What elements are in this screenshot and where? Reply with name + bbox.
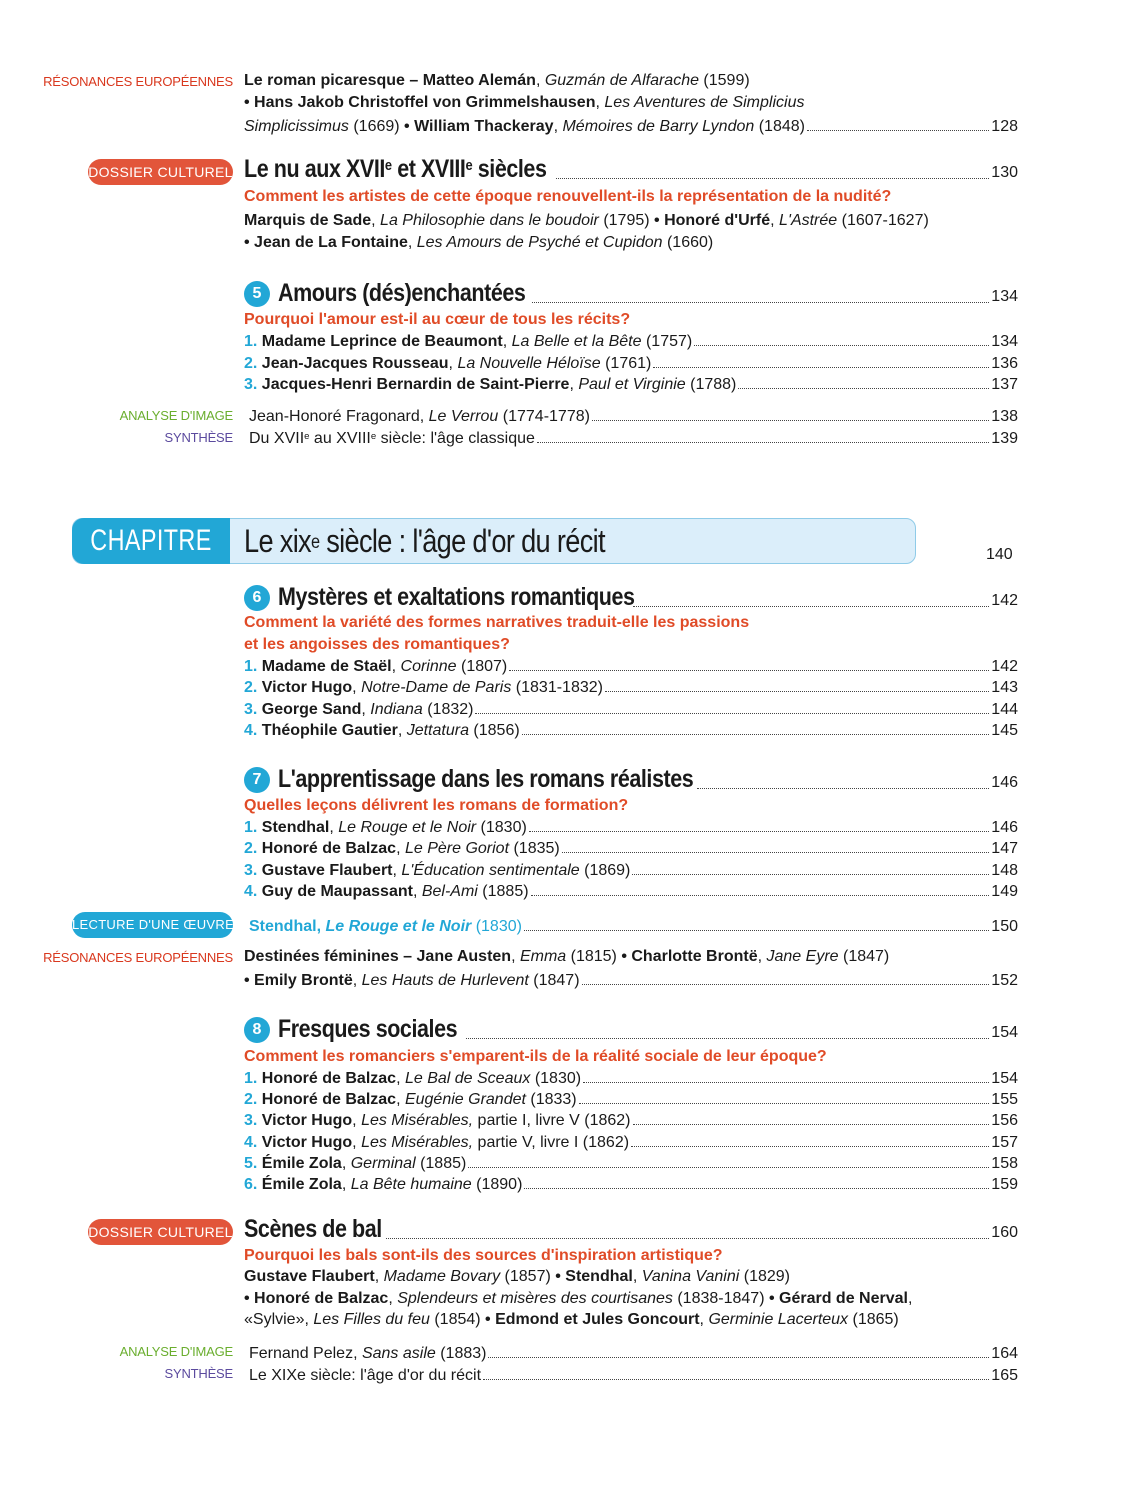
dossier-line-1: Gustave Flaubert, Madame Bovary (1857) • Stendhal, Vanina Vanini (1829): [244, 1268, 790, 1285]
section-label-analyse-image: ANALYSE D'IMAGE: [119, 408, 233, 423]
item-year: partie V, livre I (1862): [473, 1133, 630, 1151]
page-number: 155: [991, 1091, 1018, 1109]
item-work: Le Bal de Sceaux: [404, 1070, 531, 1087]
item-author: Honoré de Balzac: [261, 840, 397, 858]
item-number: 2.: [244, 1091, 258, 1109]
toc-item[interactable]: 2. Honoré de Balzac, Le Père Goriot (1835) 147: [244, 840, 1018, 858]
page-number: 152: [991, 972, 1018, 989]
chapter-title[interactable]: Le xix$^e$ siècle : l'âge d'or du récit: [244, 523, 605, 559]
item-number: 3.: [244, 376, 258, 393]
dot-leader: [633, 605, 990, 607]
resonances-line-2: • Hans Jakob Christoffel von Grimmelshausen, Les Aventures de Simplicius: [244, 94, 805, 111]
page-number: 146: [991, 774, 1018, 791]
item-year: (1869): [579, 861, 631, 879]
toc-item[interactable]: 6. Émile Zola, La Bête humaine (1890) 159: [244, 1176, 1018, 1193]
dot-leader: [556, 177, 990, 179]
item-number: 2.: [244, 354, 258, 372]
dot-leader: [582, 983, 990, 985]
toc-entry[interactable]: Jean-Honoré Fragonard, Le Verrou (1774-1778) 138: [249, 408, 1018, 425]
item-work: Indiana: [370, 700, 423, 718]
dot-leader: [531, 894, 990, 896]
item-number: 1.: [244, 1070, 258, 1087]
dot-leader: [697, 787, 989, 789]
page-number: 128: [991, 118, 1018, 135]
page-number: 149: [991, 882, 1018, 900]
dot-leader: [537, 441, 989, 443]
item-number: 3.: [244, 1112, 258, 1130]
item-work: L'Éducation sentimentale: [401, 861, 580, 879]
item-work: Germinal: [350, 1154, 416, 1172]
item-author: Théophile Gautier: [261, 721, 398, 739]
toc-item[interactable]: 3. Gustave Flaubert, L'Éducation sentimentale (1869) 148: [244, 861, 1018, 879]
page-number: 142: [991, 658, 1018, 675]
page-number: 157: [991, 1133, 1018, 1151]
page-number: 136: [991, 354, 1018, 372]
item-author: Victor Hugo: [261, 1133, 353, 1151]
resonances-line-1: Le roman picaresque – Matteo Alemán, Guzmán de Alfarache (1599): [244, 72, 750, 89]
dot-leader: [632, 873, 989, 875]
dot-leader: [468, 1166, 989, 1168]
resonances-line-1: Destinées féminines – Jane Austen, Emma (1815) • Charlotte Brontë, Jane Eyre (1847): [244, 948, 890, 965]
item-work: La Bête humaine: [350, 1176, 472, 1193]
chapter-page-number: 140: [986, 546, 1013, 563]
section-label-synthese: SYNTHÈSE: [164, 430, 233, 445]
page-number: 143: [991, 679, 1018, 697]
item-work: Eugénie Grandet: [404, 1091, 526, 1109]
section-number-badge: 6: [244, 585, 270, 611]
page-number: 144: [991, 700, 1018, 718]
item-year: (1830): [530, 1070, 582, 1087]
page-number: 165: [991, 1367, 1018, 1384]
item-author: Émile Zola: [261, 1154, 342, 1172]
toc-item[interactable]: 1. Honoré de Balzac, Le Bal de Sceaux (1830) 154: [244, 1070, 1018, 1087]
section-question: Comment les artistes de cette époque renouvellent-ils la représentation de la nudité?: [244, 188, 892, 205]
dot-leader: [524, 929, 989, 931]
toc-item[interactable]: 1. Stendhal, Le Rouge et le Noir (1830) 146: [244, 819, 1018, 836]
toc-item[interactable]: 2. Honoré de Balzac, Eugénie Grandet (1833) 155: [244, 1091, 1018, 1109]
item-year: (1856): [468, 721, 520, 739]
item-number: 1.: [244, 658, 258, 675]
section-pill-dossier-culturel: DOSSIER CULTUREL: [88, 1219, 233, 1245]
item-work: Corinne: [400, 658, 457, 675]
item-year: (1832): [422, 700, 474, 718]
item-author: Jean-Jacques Rousseau: [261, 354, 449, 372]
toc-entry[interactable]: Fernand Pelez, Sans asile (1883) 164: [249, 1345, 1018, 1362]
item-year: (1885): [477, 882, 529, 900]
dossier-line-2: • Jean de La Fontaine, Les Amours de Psyché et Cupidon (1660): [244, 234, 714, 251]
item-author: Guy de Maupassant: [261, 882, 413, 900]
dossier-line-2: • Honoré de Balzac, Splendeurs et misères des courtisanes (1838-1847) • Gérard de Nerval,: [244, 1290, 913, 1307]
dot-leader: [488, 1356, 989, 1358]
section-pill-dossier-culturel: DOSSIER CULTUREL: [88, 159, 233, 185]
dot-leader: [475, 712, 989, 714]
toc-entry[interactable]: Du XVIIe au XVIIIe siècle: l'âge classique 139: [249, 430, 1018, 447]
dot-leader: [807, 129, 989, 131]
item-number: 1.: [244, 819, 258, 836]
item-author: Madame de Staël: [261, 658, 392, 675]
item-year: (1890): [471, 1176, 523, 1193]
section-label-resonances: RÉSONANCES EUROPÉENNES: [43, 950, 233, 965]
item-year: (1835): [509, 840, 560, 858]
item-year: (1788): [685, 376, 737, 393]
toc-item[interactable]: 1. Madame Leprince de Beaumont, La Belle et la Bête (1757) 134: [244, 333, 1018, 350]
section-heading-7[interactable]: 7 L'apprentissage dans les romans réalistes 146: [244, 764, 1018, 794]
section-heading-nu[interactable]: Le nu aux XVIIe et XVIIIe siècles 130: [244, 155, 1018, 183]
chapter-tag: CHAPITRE 3: [72, 518, 230, 564]
section-pill-lecture: LECTURE D'UNE ŒUVRE: [72, 912, 233, 938]
section-heading-6[interactable]: 6 Mystères et exaltations romantiques 142: [244, 582, 1018, 612]
section-heading-8[interactable]: 8 Fresques sociales 154: [244, 1014, 1018, 1044]
item-work: Bel-Ami: [421, 882, 478, 900]
item-year: (1830): [476, 819, 527, 836]
item-number: 1.: [244, 333, 258, 350]
dot-leader: [592, 419, 989, 421]
dot-leader: [386, 1237, 989, 1239]
item-year: (1831-1832): [511, 679, 603, 697]
dot-leader: [583, 1081, 989, 1083]
toc-item[interactable]: 4. Victor Hugo, Les Misérables, partie V, livre I (1862) 157: [244, 1133, 1018, 1151]
toc-item[interactable]: 5. Émile Zola, Germinal (1885) 158: [244, 1154, 1018, 1172]
page-number: 164: [991, 1345, 1018, 1362]
item-work: Les Misérables,: [361, 1133, 474, 1151]
item-number: 2.: [244, 679, 258, 697]
dot-leader: [529, 830, 989, 832]
dot-leader: [524, 1187, 989, 1189]
item-author: Jacques-Henri Bernardin de Saint-Pierre: [261, 376, 570, 393]
section-label-synthese: SYNTHÈSE: [164, 1366, 233, 1381]
item-author: George Sand: [261, 700, 362, 718]
toc-entry[interactable]: • Emily Brontë, Les Hauts de Hurlevent (1847) 152: [244, 972, 1018, 989]
item-year: (1761): [600, 354, 652, 372]
item-number: 3.: [244, 700, 258, 718]
section-heading-scenes-bal[interactable]: Scènes de bal 160: [244, 1215, 1018, 1243]
item-work: La Belle et la Bête: [511, 333, 642, 350]
page-number: 134: [991, 333, 1018, 350]
toc-item[interactable]: 2. Jean-Jacques Rousseau, La Nouvelle Héloïse (1761) 136: [244, 354, 1018, 372]
item-author: Émile Zola: [261, 1176, 342, 1193]
item-author: Honoré de Balzac: [261, 1070, 397, 1087]
dot-leader: [694, 344, 989, 346]
item-year: (1833): [525, 1091, 577, 1109]
dot-leader: [509, 669, 989, 671]
dot-leader: [466, 1037, 989, 1039]
dot-leader: [605, 690, 989, 692]
page-number: 146: [991, 819, 1018, 836]
toc-entry[interactable]: Le XIXe siècle: l'âge d'or du récit 165: [249, 1367, 1018, 1384]
section-question: Quelles leçons délivrent les romans de formation?: [244, 797, 629, 814]
item-author: Honoré de Balzac: [261, 1091, 397, 1109]
page-number: 134: [991, 288, 1018, 305]
dot-leader: [483, 1378, 989, 1380]
page-number: 154: [991, 1024, 1018, 1041]
toc-item[interactable]: 2. Victor Hugo, Notre-Dame de Paris (1831-1832) 143: [244, 679, 1018, 697]
item-work: Notre-Dame de Paris: [361, 679, 512, 697]
toc-item[interactable]: 3. George Sand, Indiana (1832) 144: [244, 700, 1018, 718]
dossier-line-3: «Sylvie», Les Filles du feu (1854) • Edmond et Jules Goncourt, Germinie Lacerteux (1865): [244, 1311, 899, 1328]
item-number: 4.: [244, 1133, 258, 1151]
dot-leader: [738, 387, 989, 389]
page-number: 159: [991, 1176, 1018, 1193]
item-work: Jettatura: [406, 721, 469, 739]
dot-leader: [579, 1102, 990, 1104]
toc-entry[interactable]: Simplicissimus (1669) • William Thackeray, Mémoires de Barry Lyndon (1848) 128: [244, 118, 1018, 135]
page-number: 154: [991, 1070, 1018, 1087]
page-number: 150: [991, 918, 1018, 935]
page-number: 139: [991, 430, 1018, 447]
page-number: 156: [991, 1112, 1018, 1130]
dot-leader: [562, 851, 990, 853]
item-number: 6.: [244, 1176, 258, 1193]
section-question: Pourquoi l'amour est-il au cœur de tous les récits?: [244, 311, 631, 328]
toc-item[interactable]: 4. Guy de Maupassant, Bel-Ami (1885) 149: [244, 882, 1018, 900]
item-year: (1757): [641, 333, 693, 350]
item-number: 5.: [244, 1154, 258, 1172]
item-work: Paul et Virginie: [578, 376, 686, 393]
section-question-cont: et les angoisses des romantiques?: [244, 636, 510, 653]
section-number-badge: 8: [244, 1017, 270, 1043]
section-number-badge: 5: [244, 281, 270, 307]
page-number: 145: [991, 721, 1018, 739]
item-year: (1807): [456, 658, 508, 675]
item-author: Victor Hugo: [261, 1112, 353, 1130]
section-label-analyse-image: ANALYSE D'IMAGE: [119, 1344, 233, 1359]
item-work: La Nouvelle Héloïse: [457, 354, 601, 372]
section-question: Comment la variété des formes narratives traduit-elle les passions: [244, 614, 750, 631]
item-author: Stendhal: [261, 819, 330, 836]
page-number: 147: [991, 840, 1018, 858]
item-number: 3.: [244, 861, 258, 879]
dossier-line-1: Marquis de Sade, La Philosophie dans le boudoir (1795) • Honoré d'Urfé, L'Astrée (1607-1627): [244, 212, 929, 229]
item-year: (1885): [415, 1154, 467, 1172]
item-author: Gustave Flaubert: [261, 861, 393, 879]
item-number: 2.: [244, 840, 258, 858]
toc-item[interactable]: 1. Madame de Staël, Corinne (1807) 142: [244, 658, 1018, 675]
section-number-badge: 7: [244, 767, 270, 793]
page-number: 138: [991, 408, 1018, 425]
item-number: 4.: [244, 882, 258, 900]
page-number: 137: [991, 376, 1018, 393]
item-author: Madame Leprince de Beaumont: [261, 333, 503, 350]
page-number: 130: [991, 164, 1018, 181]
section-heading-5[interactable]: 5 Amours (dés)enchantées 134: [244, 278, 1018, 308]
item-author: Victor Hugo: [261, 679, 353, 697]
page-number: 160: [991, 1224, 1018, 1241]
item-number: 4.: [244, 721, 258, 739]
item-work: Le Père Goriot: [404, 840, 510, 858]
dot-leader: [633, 1123, 990, 1125]
page-number: 142: [991, 592, 1018, 609]
dot-leader: [631, 1145, 989, 1147]
section-question: Comment les romanciers s'emparent-ils de la réalité sociale de leur époque?: [244, 1048, 827, 1065]
item-work: Les Misérables,: [361, 1112, 474, 1130]
page-number: 148: [991, 861, 1018, 879]
dot-leader: [522, 733, 990, 735]
dot-leader: [532, 301, 990, 303]
section-question: Pourquoi les bals sont-ils des sources d'inspiration artistique?: [244, 1247, 723, 1264]
item-year: partie I, livre V (1862): [473, 1112, 631, 1130]
dot-leader: [653, 366, 989, 368]
toc-item[interactable]: 3. Victor Hugo, Les Misérables, partie I, livre V (1862) 156: [244, 1112, 1018, 1130]
page-number: 158: [991, 1154, 1018, 1172]
toc-item[interactable]: 4. Théophile Gautier, Jettatura (1856) 145: [244, 721, 1018, 739]
toc-item[interactable]: 3. Jacques-Henri Bernardin de Saint-Pierre, Paul et Virginie (1788) 137: [244, 376, 1018, 393]
toc-entry[interactable]: Stendhal, Le Rouge et le Noir (1830) 150: [249, 918, 1018, 935]
item-work: Le Rouge et le Noir: [338, 819, 477, 836]
section-label-resonances: RÉSONANCES EUROPÉENNES: [43, 74, 233, 89]
